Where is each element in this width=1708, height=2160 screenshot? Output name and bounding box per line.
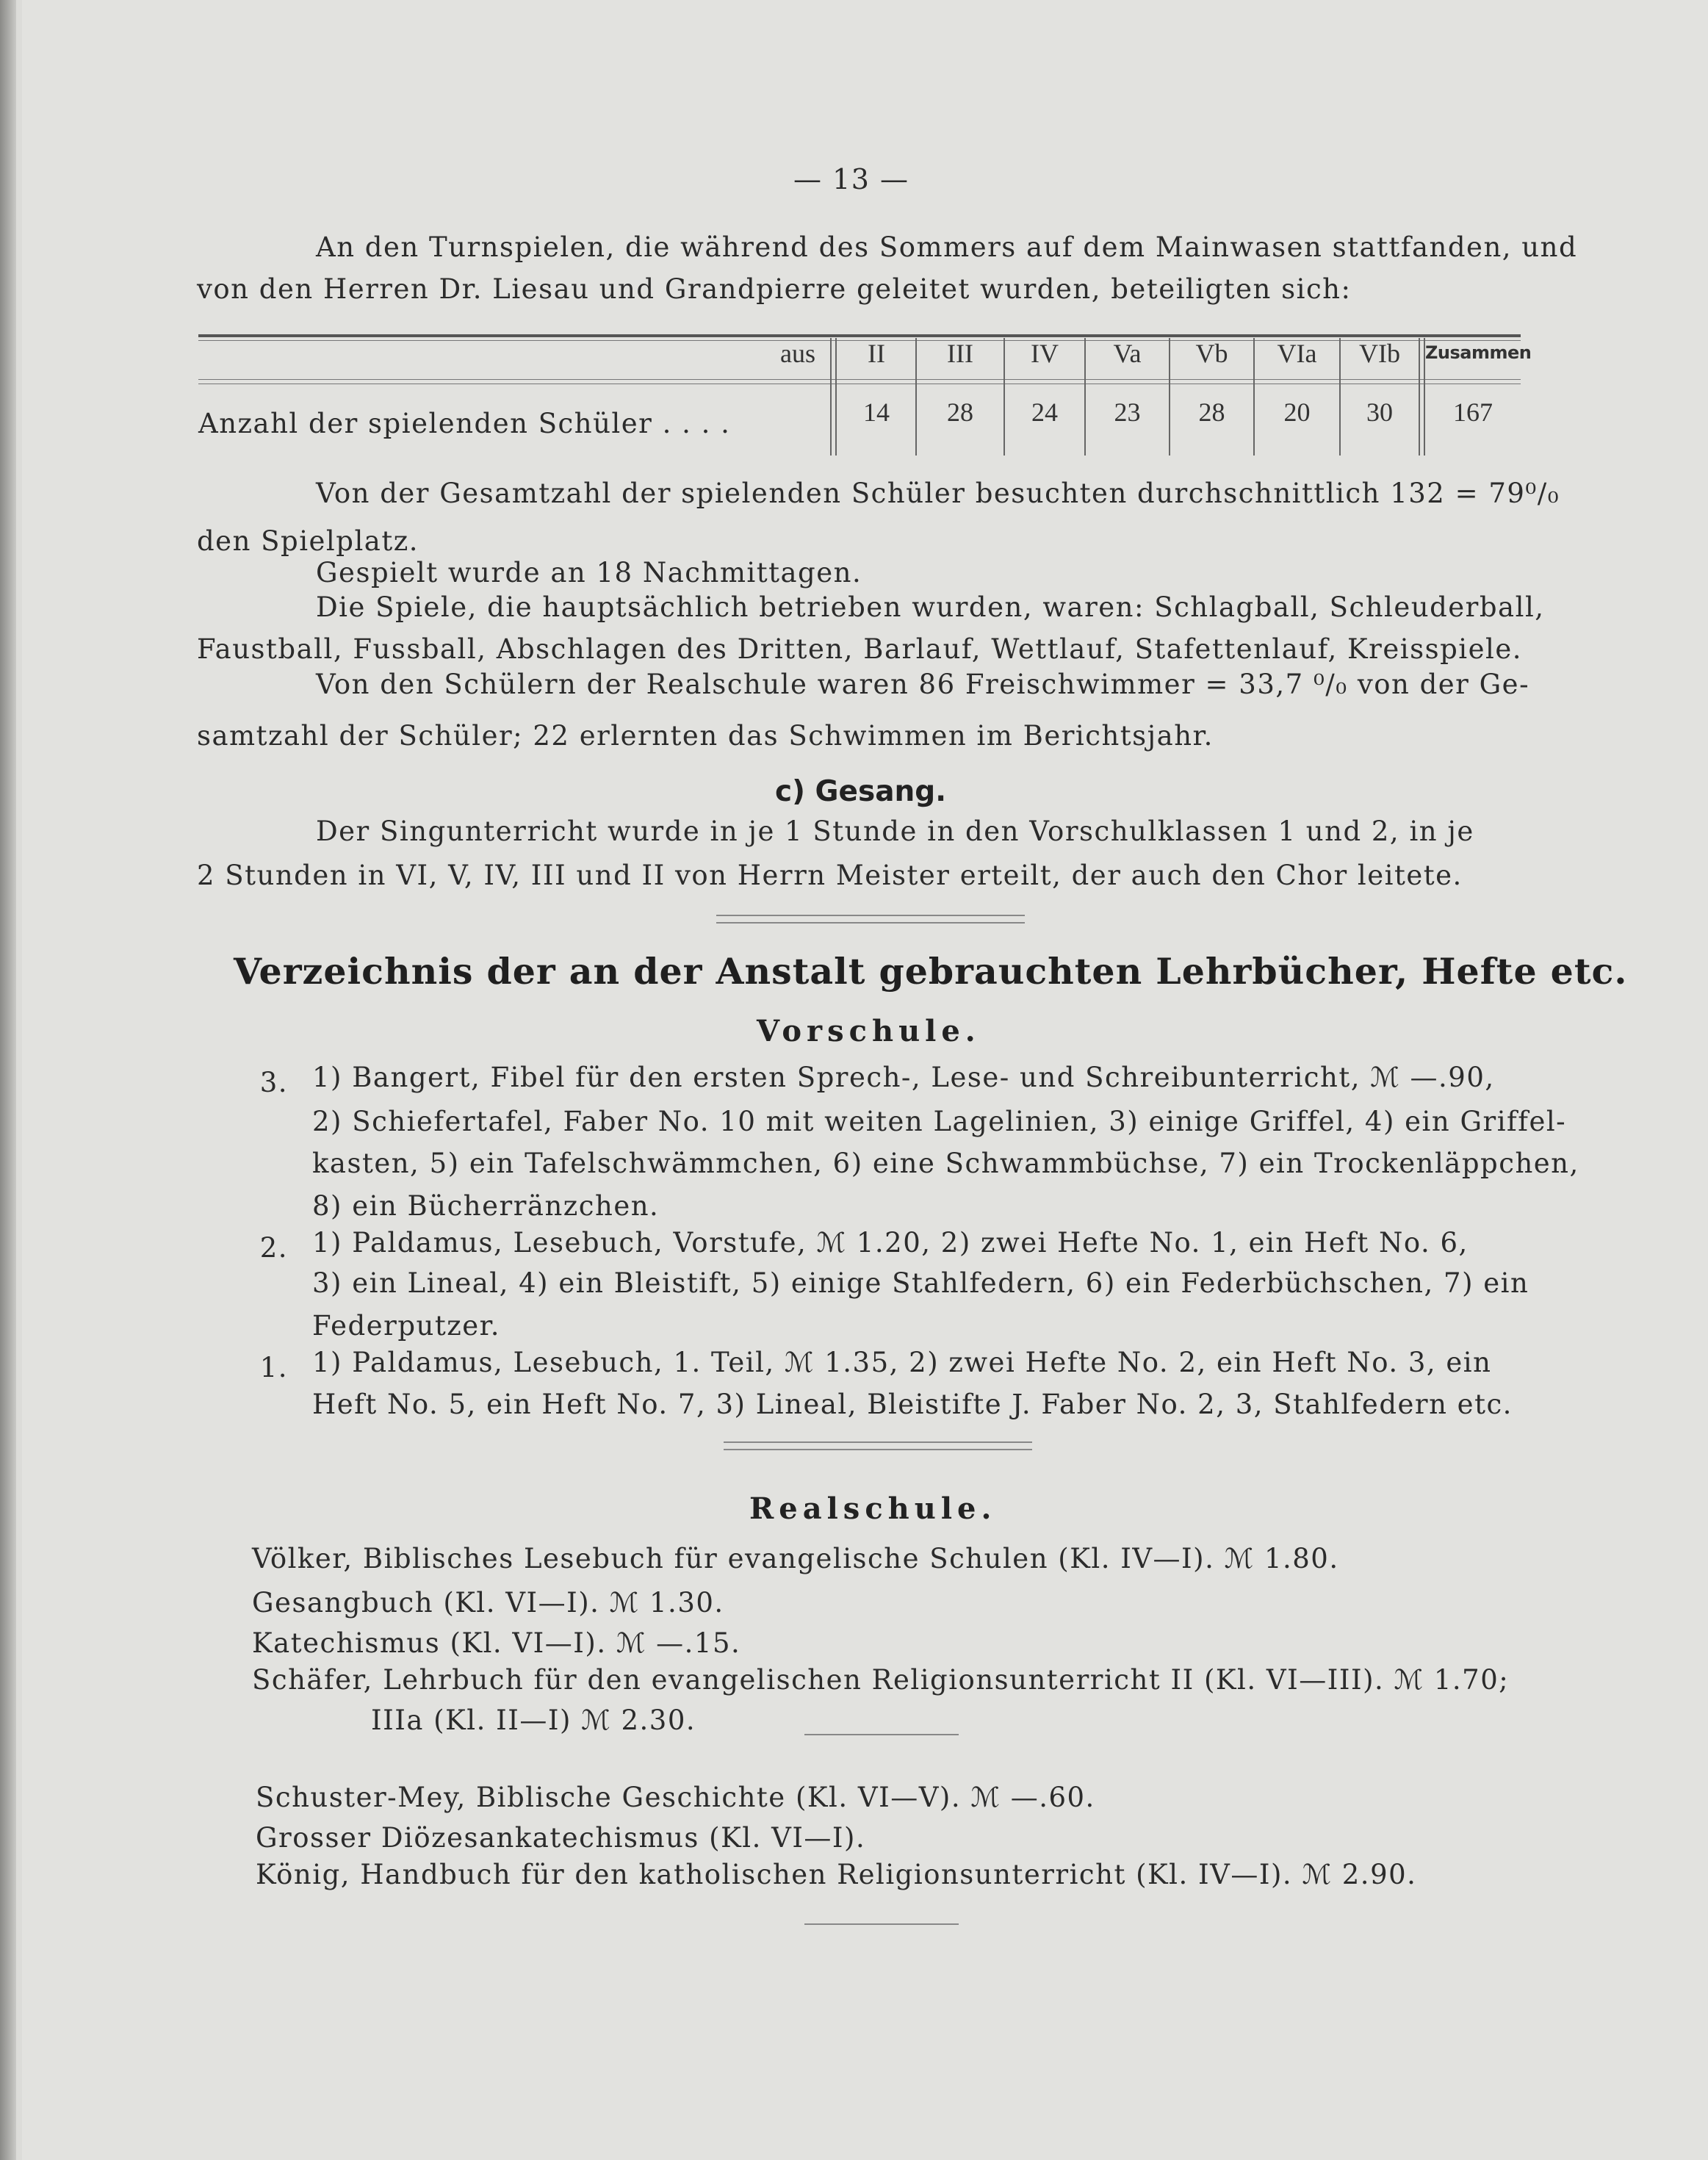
table-header-total: Zusammen — [1425, 342, 1532, 363]
intro-line-1: An den Turnspielen, die während des Sommers auf dem Mainwasen stattfanden, und — [316, 231, 1578, 263]
table-cell: 28 — [947, 397, 973, 427]
table-cell: 14 — [863, 397, 890, 427]
vorschule-entry-line: 8) ein Bücherränzchen. — [312, 1190, 660, 1222]
realschule-book: Katechismus (Kl. VI—I). ℳ —.15. — [252, 1627, 741, 1659]
turnspiele-p3-line2: Faustball, Fussball, Abschlagen des Dritten, Barlauf, Wettlauf, Stafettenlauf, Kreisspiele. — [197, 633, 1522, 665]
table-cell: 24 — [1031, 397, 1058, 427]
turnspiele-p1-line2: den Spielplatz. — [197, 525, 419, 557]
table-cell: 28 — [1198, 397, 1225, 427]
table-cell: 30 — [1366, 397, 1393, 427]
table-top-rule — [198, 334, 1521, 337]
vorschule-entry-line: kasten, 5) ein Tafelschwämmchen, 6) eine Schwammbüchse, 7) ein Trockenläppchen, — [312, 1148, 1579, 1179]
table-cell: 23 — [1114, 397, 1141, 427]
table-vline — [835, 338, 837, 456]
turnspiele-p4-line2: samtzahl der Schüler; 22 erlernten das Schwimmen im Berichtsjahr. — [197, 720, 1214, 752]
table-header: VIa — [1277, 339, 1317, 368]
vorschule-entry-line: 1) Paldamus, Lesebuch, Vorstufe, ℳ 1.20, 2) zwei Hefte No. 1, ein Heft No. 6, — [312, 1227, 1469, 1259]
scan-edge — [0, 0, 16, 2160]
table-header-rule — [198, 379, 1521, 380]
page-number: — 13 — — [793, 163, 909, 195]
table-cell-total: 167 — [1453, 397, 1493, 427]
realschule-book: IIIa (Kl. II—I) ℳ 2.30. — [371, 1704, 696, 1736]
verzeichnis-heading: Verzeichnis der an der Anstalt gebrauchten Lehrbücher, Hefte etc. — [234, 950, 1628, 993]
gesang-line1: Der Singunterricht wurde in je 1 Stunde in den Vorschulklassen 1 und 2, in je — [316, 816, 1474, 847]
vorschule-entry-line: 1) Paldamus, Lesebuch, 1. Teil, ℳ 1.35, 2) zwei Hefte No. 2, ein Heft No. 3, ein — [312, 1347, 1492, 1378]
vorschule-entry-line: 2) Schiefertafel, Faber No. 10 mit weiten Lagelinien, 3) einige Griffel, 4) ein Griffel- — [312, 1106, 1567, 1137]
group-divider — [804, 1734, 959, 1735]
vorschule-entry-line: Federputzer. — [312, 1310, 500, 1342]
table-cell: 20 — [1283, 397, 1311, 427]
intro-line-2: von den Herren Dr. Liesau und Grandpierre geleitet wurden, beteiligten sich: — [197, 273, 1352, 305]
vorschule-class-number: 2. — [259, 1232, 288, 1264]
realschule-book: Grosser Diözesankatechismus (Kl. VI—I). — [256, 1822, 866, 1854]
table-vline — [830, 338, 832, 456]
realschule-book: Völker, Biblisches Lesebuch für evangelische Schulen (Kl. IV—I). ℳ 1.80. — [252, 1543, 1339, 1574]
turnspiele-p2: Gespielt wurde an 18 Nachmittagen. — [316, 557, 862, 588]
vorschule-entry-line: Heft No. 5, ein Heft No. 7, 3) Lineal, Bleistifte J. Faber No. 2, 3, Stahlfedern etc. — [312, 1389, 1513, 1420]
table-header: IV — [1031, 339, 1059, 368]
table-header: II — [868, 339, 885, 368]
vorschule-class-number: 3. — [259, 1067, 288, 1098]
vorschule-class-number: 1. — [259, 1352, 288, 1383]
table-header: Va — [1113, 339, 1142, 368]
group-divider — [804, 1923, 959, 1925]
table-corner-label: aus — [780, 339, 815, 368]
vorschule-entry-line: 1) Bangert, Fibel für den ersten Sprech-, Lese- und Schreibunterricht, ℳ —.90, — [312, 1062, 1495, 1093]
turnspiele-p3-line1: Die Spiele, die hauptsächlich betrieben wurden, waren: Schlagball, Schleuderball, — [316, 591, 1545, 623]
realschule-book: König, Handbuch für den katholischen Religionsunterricht (Kl. IV—I). ℳ 2.90. — [256, 1859, 1417, 1890]
turnspiele-p1-line1: Von der Gesamtzahl der spielenden Schüler besuchten durchschnittlich 132 = 79⁰/₀ — [316, 478, 1560, 509]
table-header: Vb — [1195, 339, 1228, 368]
gesang-heading: c) Gesang. — [775, 775, 947, 808]
gesang-line2: 2 Stunden in VI, V, IV, III und II von Herrn Meister erteilt, der auch den Chor leitete. — [197, 860, 1463, 891]
table-row-label: Anzahl der spielenden Schüler . . . . — [198, 408, 731, 439]
table-header: III — [947, 339, 973, 368]
vorschule-heading: Vorschule. — [757, 1014, 981, 1048]
realschule-book: Gesangbuch (Kl. VI—I). ℳ 1.30. — [252, 1587, 724, 1619]
turnspiele-p4-line1: Von den Schülern der Realschule waren 86 Freischwimmer = 33,7 ⁰/₀ von der Ge- — [316, 669, 1530, 700]
section-divider — [724, 1441, 1032, 1450]
table-header: VIb — [1359, 339, 1400, 368]
table-vline — [1419, 338, 1420, 456]
section-divider — [716, 915, 1025, 924]
realschule-book: Schuster-Mey, Biblische Geschichte (Kl. VI—V). ℳ —.60. — [256, 1782, 1095, 1813]
realschule-book: Schäfer, Lehrbuch für den evangelischen Religionsunterricht II (Kl. VI—III). ℳ 1.70; — [252, 1664, 1510, 1696]
vorschule-entry-line: 3) ein Lineal, 4) ein Bleistift, 5) einige Stahlfedern, 6) ein Federbüchschen, 7) ein — [312, 1267, 1529, 1299]
realschule-heading: Realschule. — [749, 1491, 997, 1526]
